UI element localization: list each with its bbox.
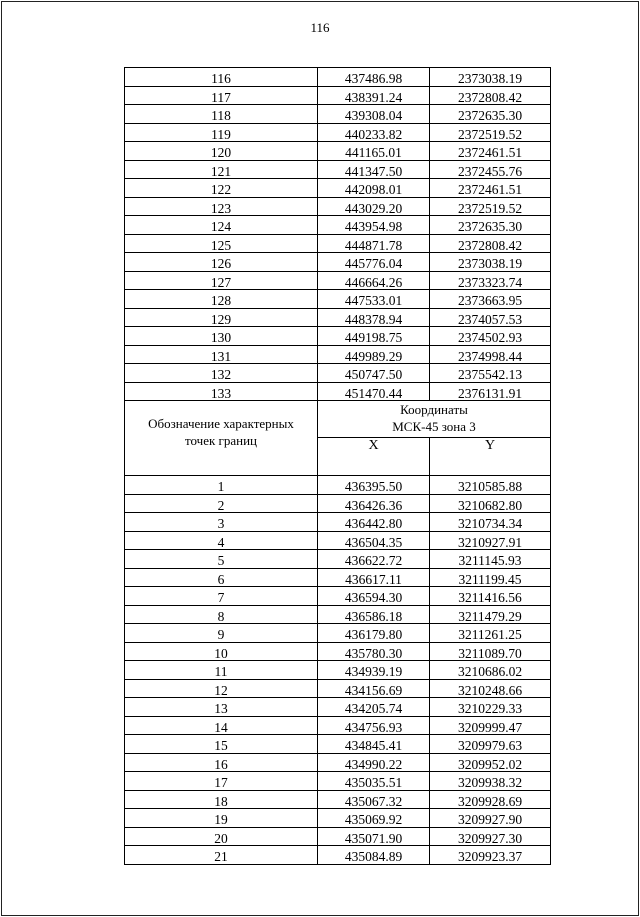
point-number-cell: 9	[125, 624, 318, 643]
point-number-cell: 19	[125, 809, 318, 828]
column-y-header: Y	[430, 438, 551, 476]
x-coordinate-cell: 436594.30	[318, 587, 430, 606]
x-coordinate-cell: 443954.98	[318, 216, 430, 235]
y-coordinate-cell: 3209938.32	[430, 772, 551, 791]
x-coordinate-cell: 448378.94	[318, 308, 430, 327]
y-coordinate-cell: 2372461.51	[430, 179, 551, 198]
x-coordinate-cell: 436586.18	[318, 605, 430, 624]
coordinates-line1: Координаты	[400, 402, 468, 418]
x-coordinate-cell: 435035.51	[318, 772, 430, 791]
x-coordinate-cell: 449198.75	[318, 327, 430, 346]
x-coordinate-cell: 450747.50	[318, 364, 430, 383]
table-row	[125, 790, 551, 809]
x-coordinate-cell: 441347.50	[318, 160, 430, 179]
x-coordinate-cell: 441165.01	[318, 142, 430, 161]
y-coordinate-cell: 3211089.70	[430, 642, 551, 661]
point-number-cell: 20	[125, 827, 318, 846]
table-row	[125, 271, 551, 290]
table-row	[125, 253, 551, 272]
y-coordinate-cell: 2372808.42	[430, 234, 551, 253]
x-coordinate-cell: 434756.93	[318, 716, 430, 735]
table-row	[125, 160, 551, 179]
y-coordinate-cell: 3209952.02	[430, 753, 551, 772]
table-row	[125, 531, 551, 550]
page-number: 116	[310, 20, 330, 35]
table-header	[125, 401, 551, 476]
x-coordinate-cell: 435071.90	[318, 827, 430, 846]
table-row	[125, 753, 551, 772]
table-row	[125, 735, 551, 754]
y-coordinate-cell: 3210734.34	[430, 513, 551, 532]
table-row	[125, 216, 551, 235]
table-row	[125, 661, 551, 680]
column-x-header: X	[318, 438, 430, 476]
x-coordinate-cell: 435069.92	[318, 809, 430, 828]
point-label-line1: Обозначение характерных	[148, 416, 294, 432]
x-coordinate-cell: 437486.98	[318, 68, 430, 87]
table-row	[125, 308, 551, 327]
point-number-cell: 17	[125, 772, 318, 791]
y-coordinate-cell: 2372519.52	[430, 123, 551, 142]
table-row	[125, 179, 551, 198]
point-number-cell: 122	[125, 179, 318, 198]
y-coordinate-cell: 3209999.47	[430, 716, 551, 735]
point-number-cell: 131	[125, 345, 318, 364]
point-number-cell: 132	[125, 364, 318, 383]
y-coordinate-cell: 2372455.76	[430, 160, 551, 179]
point-number-cell: 125	[125, 234, 318, 253]
y-coordinate-cell: 3210682.80	[430, 494, 551, 513]
header-row-1	[125, 401, 551, 438]
table-row	[125, 624, 551, 643]
x-coordinate-cell: 438391.24	[318, 86, 430, 105]
point-number-cell: 119	[125, 123, 318, 142]
point-number-cell: 21	[125, 846, 318, 865]
point-number-cell: 10	[125, 642, 318, 661]
y-coordinate-cell: 2372635.30	[430, 105, 551, 124]
y-coordinate-cell: 2372808.42	[430, 86, 551, 105]
point-number-cell: 15	[125, 735, 318, 754]
table-row	[125, 86, 551, 105]
x-coordinate-cell: 435084.89	[318, 846, 430, 865]
table-row	[125, 476, 551, 495]
table-row	[125, 68, 551, 87]
table-row	[125, 550, 551, 569]
table-row	[125, 327, 551, 346]
bottom-rows	[125, 476, 551, 865]
x-coordinate-cell: 434156.69	[318, 679, 430, 698]
point-number-cell: 5	[125, 550, 318, 569]
y-coordinate-cell: 2374057.53	[430, 308, 551, 327]
table-row	[125, 698, 551, 717]
point-number-cell: 12	[125, 679, 318, 698]
y-coordinate-cell: 3211416.56	[430, 587, 551, 606]
point-number-cell: 14	[125, 716, 318, 735]
x-coordinate-cell: 446664.26	[318, 271, 430, 290]
x-coordinate-cell: 434205.74	[318, 698, 430, 717]
x-coordinate-cell: 436622.72	[318, 550, 430, 569]
y-coordinate-cell: 3211199.45	[430, 568, 551, 587]
point-number-cell: 120	[125, 142, 318, 161]
point-number-cell: 123	[125, 197, 318, 216]
y-coordinate-cell: 3210229.33	[430, 698, 551, 717]
point-number-cell: 7	[125, 587, 318, 606]
y-coordinate-cell: 3210585.88	[430, 476, 551, 495]
point-number-cell: 128	[125, 290, 318, 309]
point-number-cell: 118	[125, 105, 318, 124]
x-coordinate-cell: 436426.36	[318, 494, 430, 513]
coordinates-line2: МСК-45 зона 3	[392, 419, 476, 434]
y-coordinate-cell: 3210686.02	[430, 661, 551, 680]
y-coordinate-cell: 3210248.66	[430, 679, 551, 698]
coordinates-table	[124, 67, 551, 865]
point-number-cell: 18	[125, 790, 318, 809]
point-number-cell: 11	[125, 661, 318, 680]
point-number-cell: 3	[125, 513, 318, 532]
point-number-cell: 116	[125, 68, 318, 87]
point-number-cell: 126	[125, 253, 318, 272]
table-row	[125, 142, 551, 161]
table-row	[125, 809, 551, 828]
point-number-cell: 127	[125, 271, 318, 290]
point-number-cell: 133	[125, 382, 318, 401]
y-coordinate-cell: 2373663.95	[430, 290, 551, 309]
y-coordinate-cell: 3209979.63	[430, 735, 551, 754]
y-coordinate-cell: 2372635.30	[430, 216, 551, 235]
x-coordinate-cell: 436395.50	[318, 476, 430, 495]
table-row	[125, 679, 551, 698]
y-coordinate-cell: 3211479.29	[430, 605, 551, 624]
point-number-cell: 130	[125, 327, 318, 346]
y-coordinate-cell: 3211145.93	[430, 550, 551, 569]
table-row	[125, 345, 551, 364]
point-number-cell: 2	[125, 494, 318, 513]
table-row	[125, 494, 551, 513]
table-row	[125, 642, 551, 661]
y-coordinate-cell: 2373038.19	[430, 68, 551, 87]
point-label-header	[125, 401, 318, 476]
x-coordinate-cell: 443029.20	[318, 197, 430, 216]
table-row	[125, 364, 551, 383]
table-row	[125, 382, 551, 401]
table-row	[125, 605, 551, 624]
x-coordinate-cell: 435780.30	[318, 642, 430, 661]
x-coordinate-cell: 434939.19	[318, 661, 430, 680]
point-number-cell: 121	[125, 160, 318, 179]
y-coordinate-cell: 3209923.37	[430, 846, 551, 865]
point-number-cell: 13	[125, 698, 318, 717]
y-coordinate-cell: 3211261.25	[430, 624, 551, 643]
table-row	[125, 772, 551, 791]
x-coordinate-cell: 451470.44	[318, 382, 430, 401]
y-coordinate-cell: 2374502.93	[430, 327, 551, 346]
table-row	[125, 105, 551, 124]
x-coordinate-cell: 445776.04	[318, 253, 430, 272]
y-coordinate-cell: 2374998.44	[430, 345, 551, 364]
table-row	[125, 197, 551, 216]
y-coordinate-cell: 2376131.91	[430, 382, 551, 401]
y-coordinate-cell: 2373038.19	[430, 253, 551, 272]
table-row	[125, 827, 551, 846]
y-coordinate-cell: 2375542.13	[430, 364, 551, 383]
point-label-line2: точек границ	[184, 433, 258, 448]
x-coordinate-cell: 436442.80	[318, 513, 430, 532]
x-coordinate-cell: 436504.35	[318, 531, 430, 550]
y-coordinate-cell: 2372519.52	[430, 197, 551, 216]
point-number-cell: 8	[125, 605, 318, 624]
point-number-cell: 4	[125, 531, 318, 550]
x-coordinate-cell: 449989.29	[318, 345, 430, 364]
x-coordinate-cell: 435067.32	[318, 790, 430, 809]
y-coordinate-cell: 3209927.90	[430, 809, 551, 828]
x-coordinate-cell: 434990.22	[318, 753, 430, 772]
point-number-cell: 117	[125, 86, 318, 105]
table-row	[125, 846, 551, 865]
x-coordinate-cell: 442098.01	[318, 179, 430, 198]
y-coordinate-cell: 2372461.51	[430, 142, 551, 161]
table-row	[125, 513, 551, 532]
table-row	[125, 716, 551, 735]
x-coordinate-cell: 434845.41	[318, 735, 430, 754]
x-coordinate-cell: 440233.82	[318, 123, 430, 142]
point-number-cell: 16	[125, 753, 318, 772]
y-coordinate-cell: 2373323.74	[430, 271, 551, 290]
x-coordinate-cell: 436617.11	[318, 568, 430, 587]
table-row	[125, 587, 551, 606]
top-rows	[125, 68, 551, 401]
table-row	[125, 234, 551, 253]
point-number-cell: 1	[125, 476, 318, 495]
point-number-cell: 6	[125, 568, 318, 587]
point-number-cell: 129	[125, 308, 318, 327]
x-coordinate-cell: 447533.01	[318, 290, 430, 309]
table-row	[125, 568, 551, 587]
y-coordinate-cell: 3210927.91	[430, 531, 551, 550]
x-coordinate-cell: 439308.04	[318, 105, 430, 124]
y-coordinate-cell: 3209927.30	[430, 827, 551, 846]
coordinates-header	[318, 401, 551, 438]
table-row	[125, 290, 551, 309]
x-coordinate-cell: 444871.78	[318, 234, 430, 253]
point-number-cell: 124	[125, 216, 318, 235]
table-row	[125, 123, 551, 142]
x-coordinate-cell: 436179.80	[318, 624, 430, 643]
y-coordinate-cell: 3209928.69	[430, 790, 551, 809]
